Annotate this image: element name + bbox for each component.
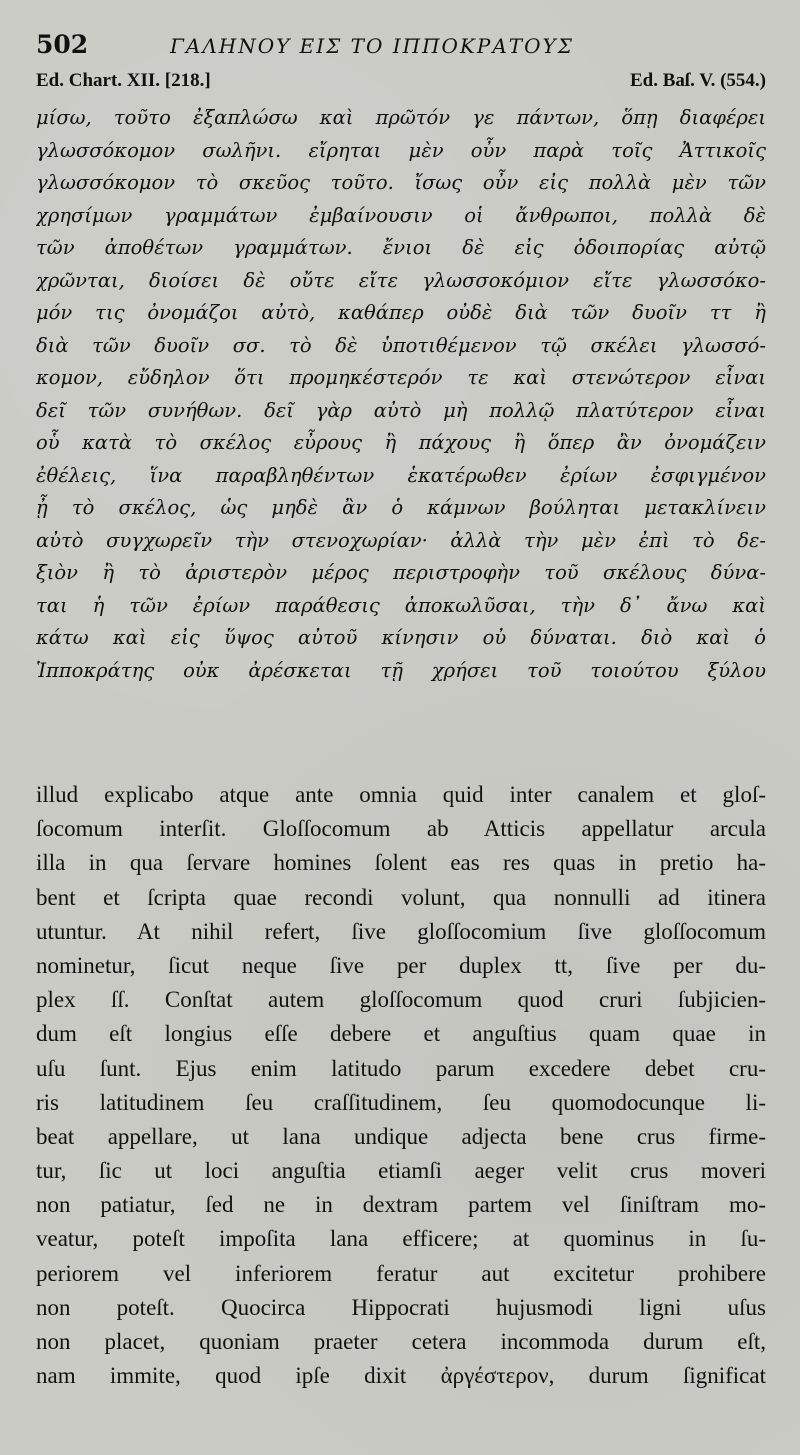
latin-text-line: bent et ſcripta quae recondi volunt, qua nonnulli ad itinera [36, 884, 766, 910]
latin-text-line: beat appellare, ut lana undique adjecta bene crus firme- [36, 1123, 766, 1149]
greek-text-line: ται ἡ τῶν ἐρίων παράθεσις ἀποκωλῦσαι, τὴν δ᾽ ἄνω καὶ [36, 593, 766, 617]
latin-text-line: plex ſſ. Conſtat autem gloſſocomum quod cruri ſubjicien- [36, 987, 766, 1013]
greek-text-line: χρησίμων γραμμάτων ἐμβαίνουσιν οἱ ἄνθρωποι, πολλὰ δὲ [36, 203, 766, 227]
latin-text-line: non poteſt. Quocirca Hippocrati hujusmodi ligni uſus [36, 1294, 766, 1320]
latin-text-line: utuntur. At nihil refert, ſive gloſſocomium ſive gloſſocomum [36, 918, 766, 944]
edition-reference-chart: Ed. Chart. XII. [218.] [36, 70, 211, 91]
greek-text-line: οὗ κατὰ τὸ σκέλος εὖρους ἢ πάχους ἢ ὅπερ ἂν ὀνομάζειν [36, 431, 766, 454]
greek-text-block [36, 102, 766, 687]
page-number: 502 [36, 30, 89, 59]
greek-text-line: γλωσσόκομον σωλῆνι. εἴρηται μὲν οὖν παρὰ τοῖς Ἀττικοῖς [36, 138, 766, 162]
latin-text-line: nominetur, ſicut neque ſive per duplex tt, ſive per du- [36, 952, 766, 978]
latin-text-line: non placet, quoniam praeter cetera incommoda durum eſt, [36, 1329, 766, 1354]
greek-text-line: μόν τις ὀνομάζοι αὐτὸ, καθάπερ οὐδὲ διὰ τῶν δυοῖν ττ ἢ [36, 301, 766, 324]
latin-text-line: tur, ſic ut loci anguſtia etiamſi aeger velit crus moveri [36, 1158, 766, 1184]
greek-text-line: δεῖ τῶν συνήθων. δεῖ γὰρ αὐτὸ μὴ πολλῷ πλατύτερον εἶναι [36, 398, 766, 422]
greek-text-line: διὰ τῶν δυοῖν σσ. τὸ δὲ ὑποτιθέμενον τῷ σκέλει γλωσσό- [36, 333, 766, 357]
greek-text-line: κομον, εὔδηλον ὅτι προμηκέστερόν τε καὶ στενώτερον εἶναι [36, 366, 766, 389]
running-title: ΓΑΛΗΝΟΥ ΕΙΣ ΤΟ ΙΠΠΟΚΡΑΤΟΥΣ [170, 34, 574, 58]
greek-text-line: τῶν ἀποθέτων γραμμάτων. ἔνιοι δὲ εἰς ὁδοιπορίας αὐτῷ [36, 236, 766, 259]
latin-text-line: ris latitudinem ſeu craſſitudinem, ſeu quomodocunque li- [36, 1089, 766, 1115]
latin-text-line: illud explicabo atque ante omnia quid inter canalem et gloſ- [36, 782, 766, 807]
greek-text-line: χρῶνται, διοίσει δὲ οὔτε εἴτε γλωσσοκόμιον εἴτε γλωσσόκο- [36, 268, 766, 292]
latin-text-line: periorem vel inferiorem feratur aut excitetur prohibere [36, 1260, 766, 1286]
greek-text-line: ᾖ τὸ σκέλος, ὡς μηδὲ ἂν ὁ κάμνων βούληται μετακλίνειν [36, 496, 766, 519]
latin-text-line: illa in qua ſervare homines ſolent eas res quas in pretio ha- [36, 850, 766, 876]
greek-text-line: γλωσσόκομον τὸ σκεῦος τοῦτο. ἴσως οὖν εἰς πολλὰ μὲν τῶν [36, 171, 766, 194]
greek-text-line: ξιὸν ἢ τὸ ἀριστερὸν μέρος περιστροφὴν τοῦ σκέλους δύνα- [36, 561, 766, 584]
greek-text-line: αὐτὸ συγχωρεῖν τὴν στενοχωρίαν· ἀλλὰ τὴν μὲν ἐπὶ τὸ δε- [36, 528, 766, 552]
greek-text-line: κάτω καὶ εἰς ὕψος αὐτοῦ κίνησιν οὐ δύναται. διὸ καὶ ὁ [36, 626, 766, 649]
latin-text-line: uſu ſunt. Ejus enim latitudo parum excedere debet cru- [36, 1055, 766, 1081]
latin-text-line: non patiatur, ſed ne in dextram partem vel ſiniſtram mo- [36, 1192, 766, 1218]
greek-text-line: μίσω, τοῦτο ἐξαπλώσω καὶ πρῶτόν γε πάντων, ὅπῃ διαφέρει [36, 106, 766, 129]
latin-text-line: ſocomum interſit. Gloſſocomum ab Atticis appellatur arcula [36, 816, 766, 842]
latin-text-line: nam immite, quod ipſe dixit ἀργέστερον, durum ſignificat [36, 1363, 766, 1389]
greek-text-line: Ἱπποκράτης οὐκ ἀρέσκεται τῇ χρήσει τοῦ τοιούτου ξύλου [36, 658, 766, 682]
latin-text-block [36, 778, 766, 1393]
edition-references [36, 70, 766, 100]
page-header [36, 30, 766, 64]
latin-text-line: veatur, poteſt impoſita lana efficere; at quominus in ſu- [36, 1226, 766, 1252]
greek-text-line: ἐθέλεις, ἵνα παραβληθέντων ἑκατέρωθεν ἐρίων ἐσφιγμένον [36, 463, 766, 487]
edition-reference-basel: Ed. Baſ. V. (554.) [629, 70, 766, 91]
latin-text-line: dum eſt longius eſſe debere et anguſtius quam quae in [36, 1021, 766, 1047]
